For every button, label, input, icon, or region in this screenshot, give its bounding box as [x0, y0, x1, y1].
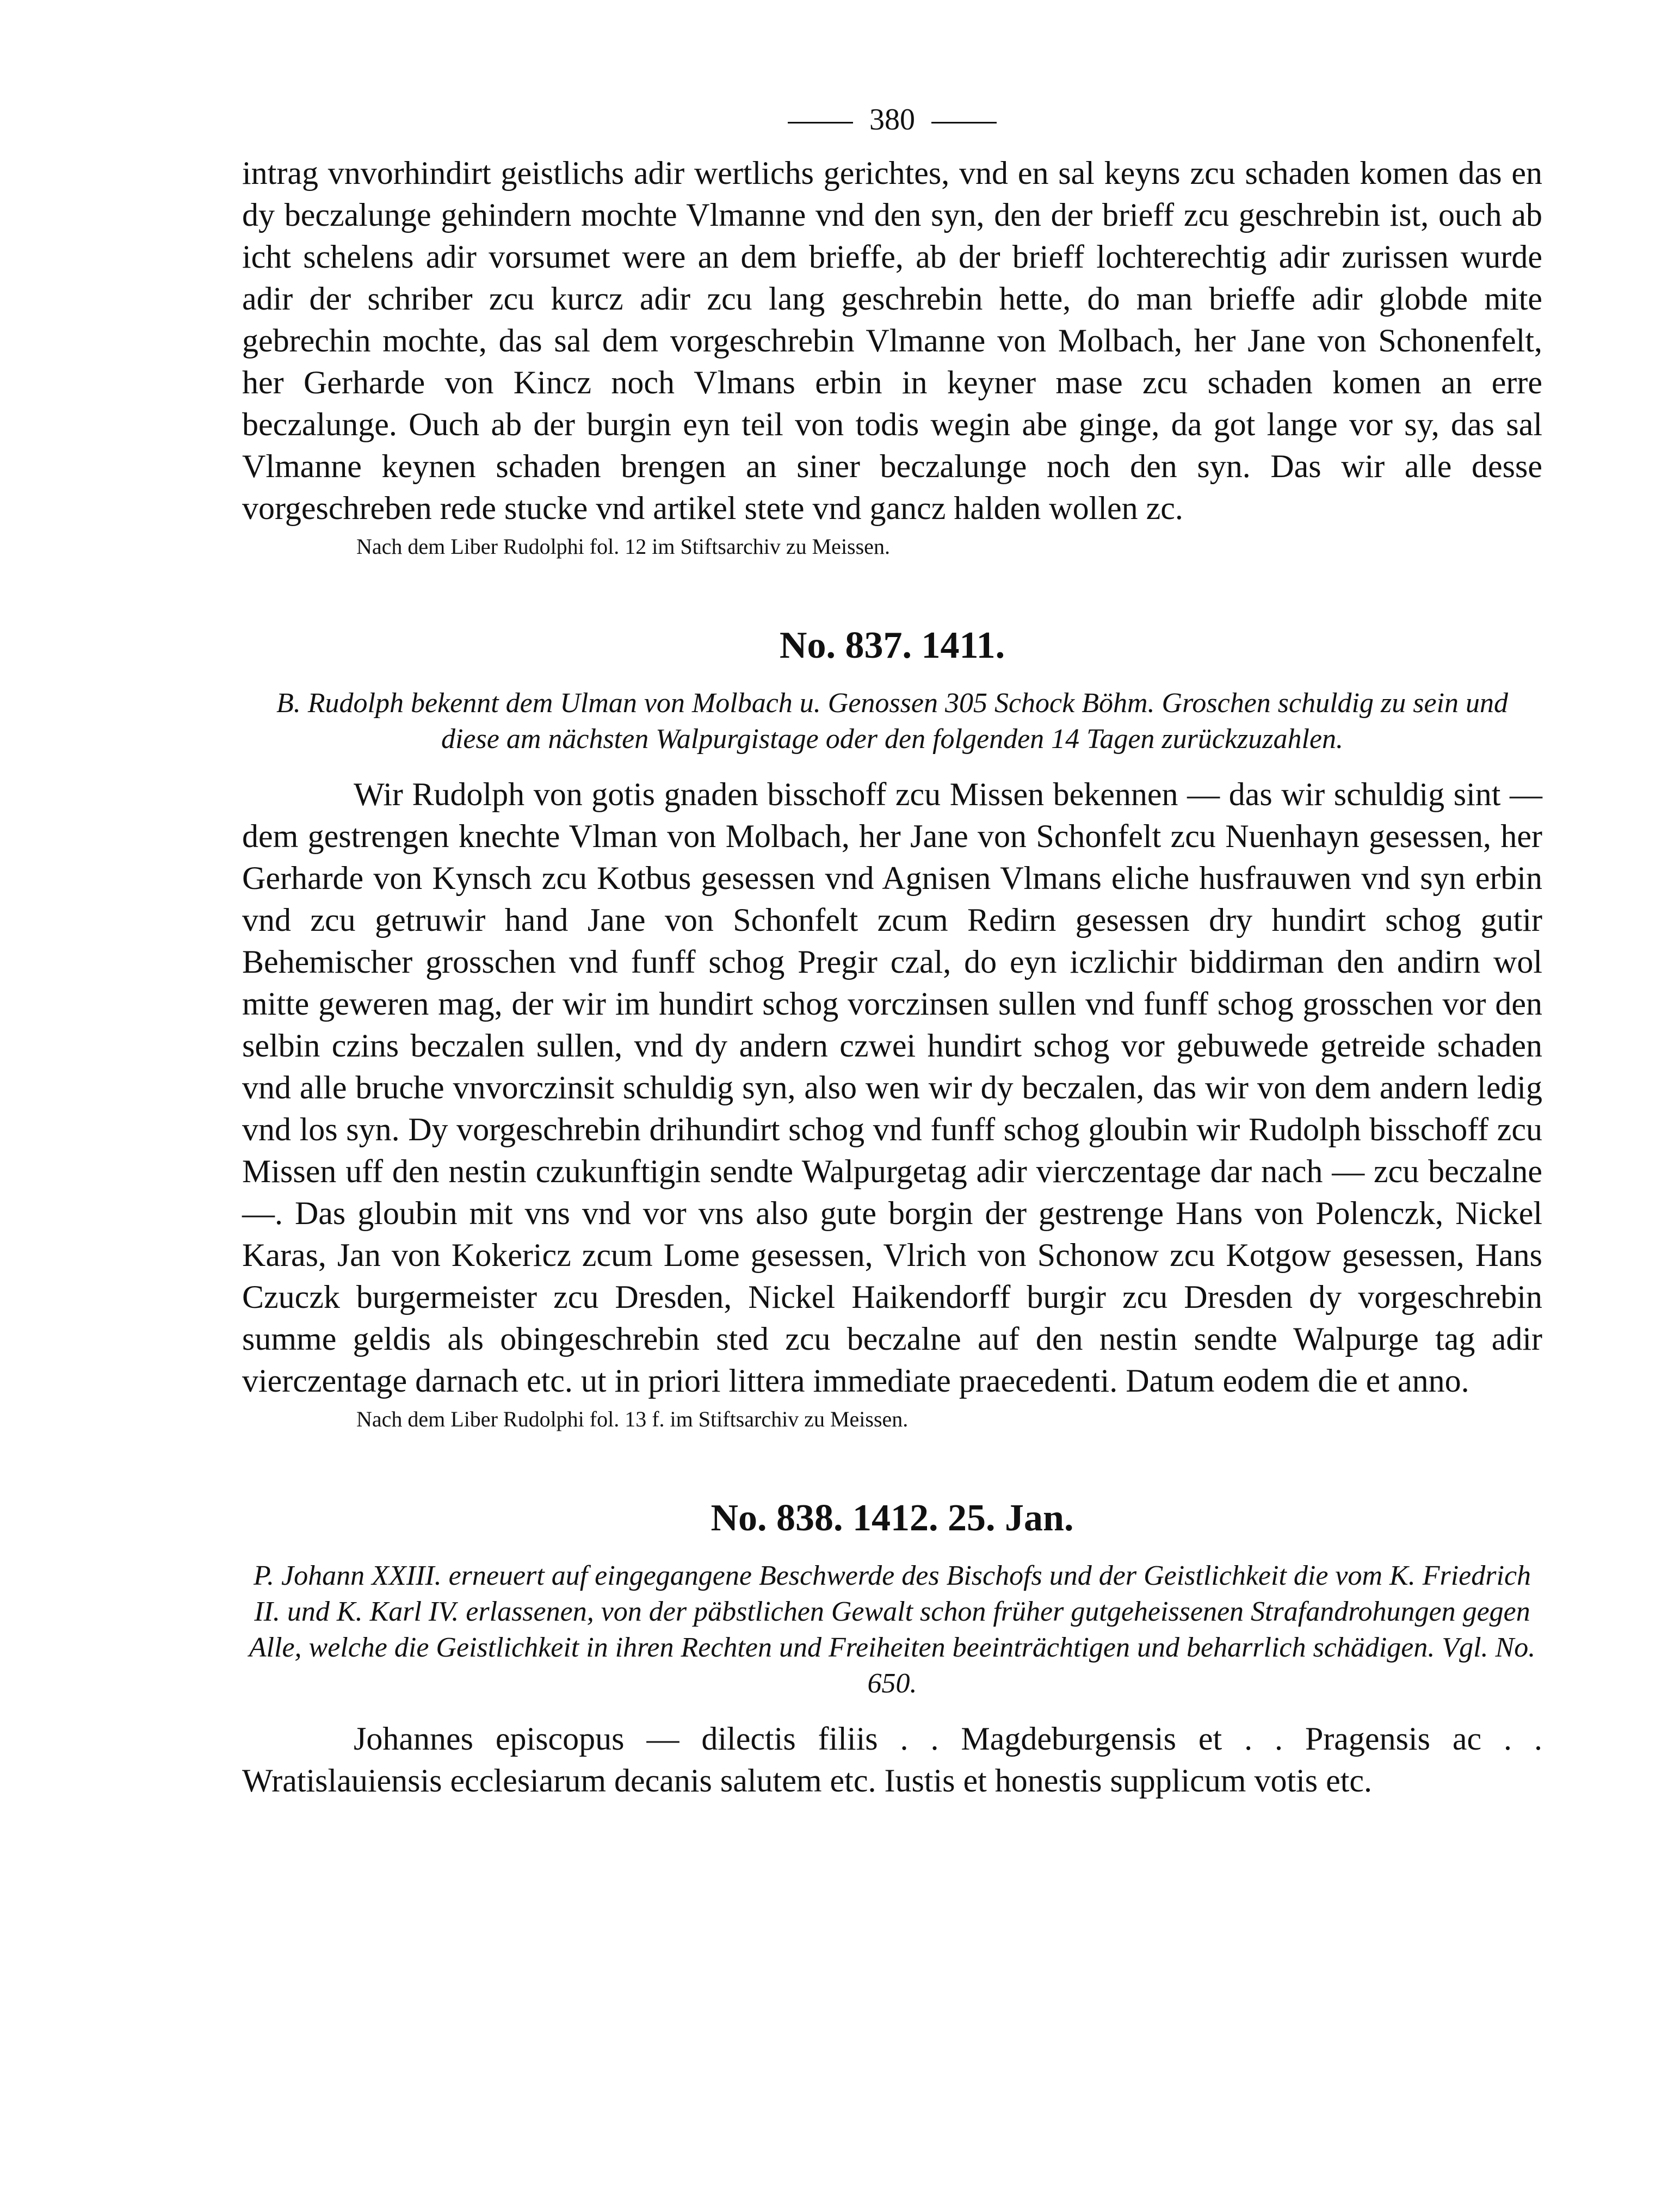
entry-heading: No. 837. 1411. — [779, 625, 1005, 666]
document-entry-838 — [242, 1494, 1542, 1802]
entry-summary: P. Johann XXIII. erneuert auf eingegangene Beschwerde des Bischofs und der Geistlichkeit die vom K. Friedrich II. und K. Karl IV. erlassenen, von der päbstlichen Gewalt schon früher gutgeheissenen Strafandrohungen gegen Alle, welche die Geistlichkeit in ihren Rechten und Freiheiten beeinträchtigen und beharrlich schädigen. Vgl. No. 650. — [249, 1560, 1536, 1699]
entry-text: Johannes episcopus — dilectis filiis . . Magdeburgensis et . . Pragensis ac . . Wratislauiensis ecclesiarum decanis salutem etc. Iustis et honestis supplicum votis etc. — [242, 1721, 1542, 1799]
header-rule-left — [788, 122, 853, 123]
page-header — [242, 98, 1542, 141]
entry-text: Wir Rudolph von gotis gnaden bisschoff zcu Missen bekennen — das wir schuldig sint — dem gestrengen knechte Vlman von Molbach, her Jane von Schonfelt zcu Nuenhayn gesessen, her Gerharde von Kynsch zcu Kotbus gesessen vnd Agnisen Vlmans eliche husfrauwen vnd syn erbin vnd zcu getruwir hand Jane von Schonfelt zcum Redirn gesessen dry hundirt schog gutir Behemischer grosschen vnd funff schog Pregir czal, do eyn iczlichir biddirman den andirn wol mitte geweren mag, der wir im hundirt schog vorczinsen sullen vnd funff schog grosschen vor den selbin czins beczalen sullen, vnd dy andern czwei hundirt schog vor gebuwede getreide schaden vnd alle bruche vnvorczinsit schuldig syn, also wen wir dy beczalen, das wir von dem andern ledig vnd los syn. Dy vorgeschrebin drihundirt schog vnd funff schog gloubin wir Rudolph bisschoff zcu Missen uff den nestin czukunftigin sendte Walpurgetag adir vierczentage dar nach — zcu beczalne —. Das gloubin mit vns vnd vor vns also gute borgin der gestrenge Hans von Polenczk, Nickel Karas, Jan von Kokericz zcum Lome gesessen, Vlrich von Schonow zcu Kotgow gesessen, Hans Czuczk burgermeister zcu Dresden, Nickel Haikendorff burgir zcu Dresden dy vorgeschrebin summe geldis als obingeschrebin sted zcu beczalne auf den nestin sendte Walpurge tag adir vierczentage darnach etc. ut in priori littera immediate praecedenti. Datum eodem die et anno. — [242, 776, 1542, 1399]
document-entry-837 — [242, 621, 1542, 1434]
source-note: Nach dem Liber Rudolphi fol. 12 im Stiftsarchiv zu Meissen. — [356, 534, 890, 559]
document-page — [242, 98, 1542, 1802]
source-note: Nach dem Liber Rudolphi fol. 13 f. im Stiftsarchiv zu Meissen. — [356, 1407, 909, 1431]
entry-heading: No. 838. 1412. 25. Jan. — [710, 1497, 1074, 1539]
page-number: 380 — [869, 103, 915, 137]
entry-summary: B. Rudolph bekennt dem Ulman von Molbach u. Genossen 305 Schock Böhm. Groschen schuldig zu sein und diese am nächsten Walpurgistage oder den folgenden 14 Tagen zurückzuzahlen. — [276, 688, 1508, 755]
continuation-block — [242, 152, 1542, 561]
continuation-text: intrag vnvorhindirt geistlichs adir wertlichs gerichtes, vnd en sal keyns zcu schaden komen das en dy beczalunge gehindern mochte Vlmanne vnd den syn, den der brieff zcu geschrebin ist, ouch ab icht schelens adir vorsumet were an dem brieffe, ab der brieff lochterechtig adir zurissen wurde adir der schriber zcu kurcz adir zcu lang geschrebin hette, do man brieffe adir globde mite gebrechin mochte, das sal dem vorgeschrebin Vlmanne von Molbach, her Jane von Schonenfelt, her Gerharde von Kincz noch Vlmans erbin in keyner mase zcu schaden komen an erre beczalunge. Ouch ab der burgin eyn teil von todis wegin abe ginge, da got lange vor sy, das sal Vlmanne keynen schaden brengen an siner beczalunge noch den syn. Das wir alle desse vorgeschreben rede stucke vnd artikel stete vnd gancz halden wollen zc. — [242, 155, 1542, 526]
header-rule-right — [931, 122, 997, 123]
